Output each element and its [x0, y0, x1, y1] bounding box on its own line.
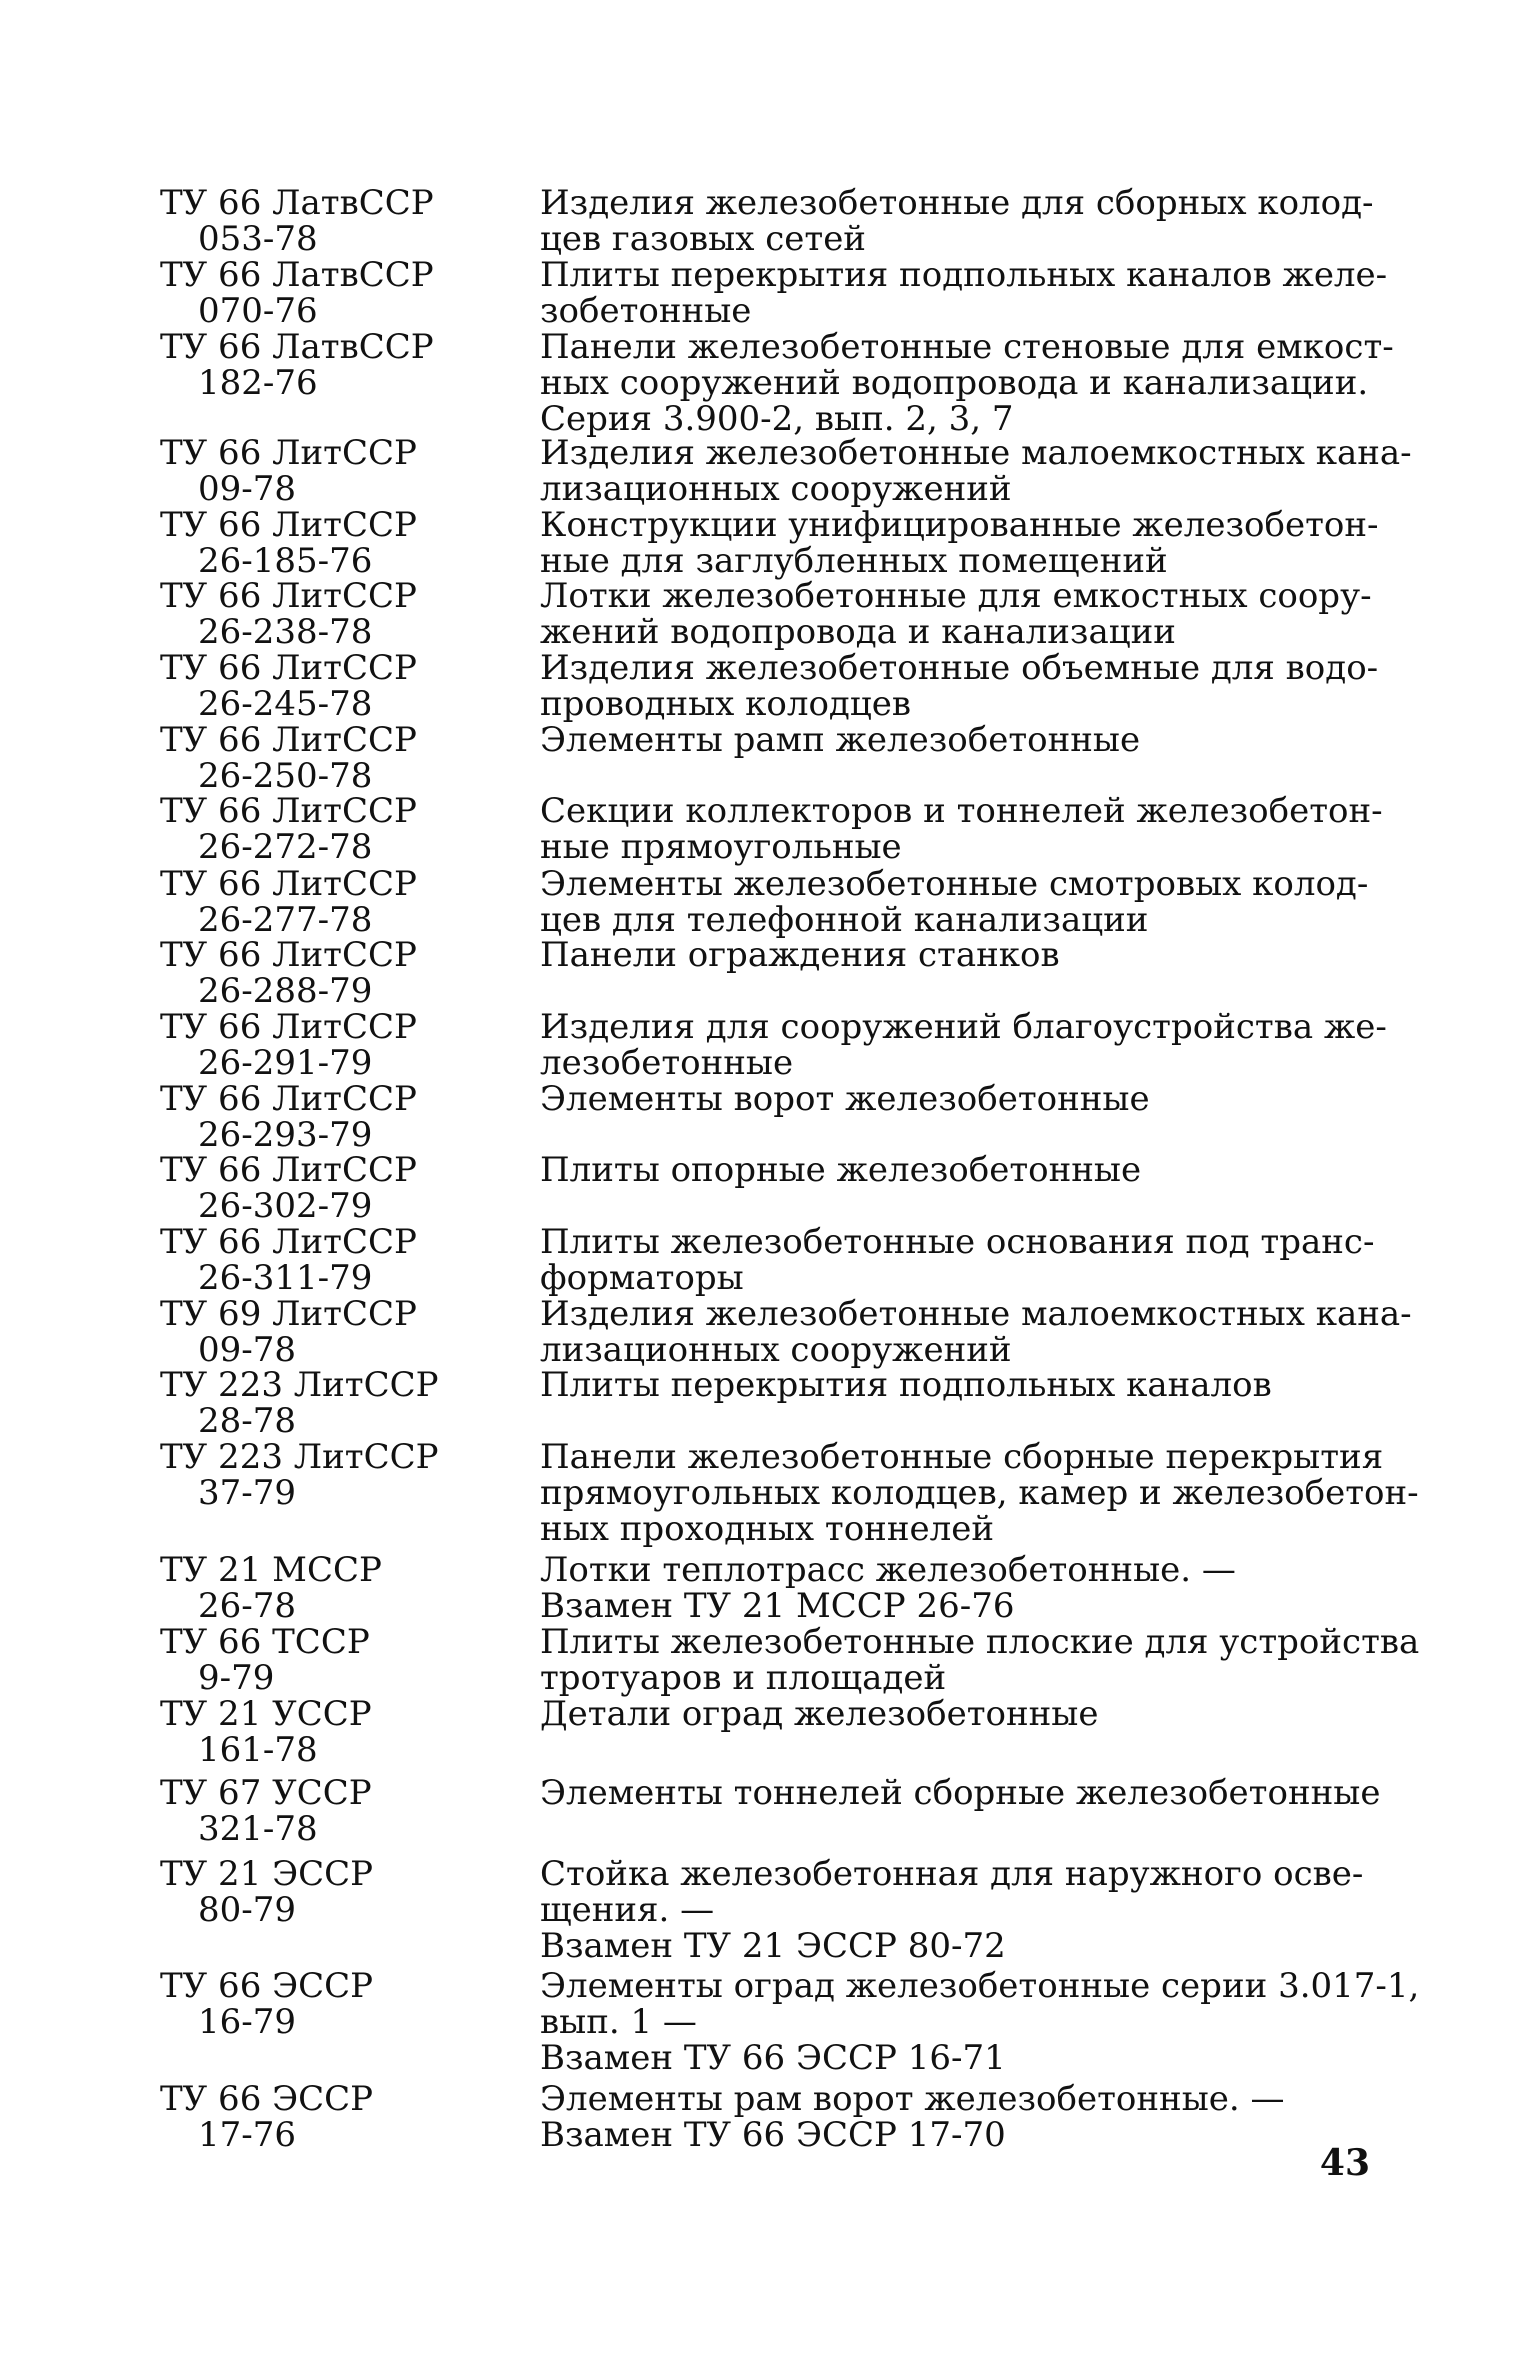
standard-code-number: 80-79 [198, 1890, 297, 1930]
standard-code-number: 053-78 [198, 219, 318, 259]
standard-code-number: 09-78 [198, 1330, 297, 1370]
standard-code-number: 26-78 [198, 1586, 297, 1626]
standard-description [540, 255, 1388, 331]
standard-code-name: ТУ 66 ЛитССР [160, 1079, 417, 1119]
description-line: ные прямоугольные [540, 827, 902, 867]
standard-code-number: 26-291-79 [198, 1043, 373, 1083]
standard-code [160, 2081, 500, 2153]
standard-code-name: ТУ 223 ЛитССР [160, 1365, 439, 1405]
description-line: Плиты железобетонные плоские для устройства [540, 1622, 1420, 1662]
standard-code-name: ТУ 66 ЛитССР [160, 576, 417, 616]
description-line: Взамен ТУ 21 МССР 26-76 [540, 1586, 1015, 1626]
standard-code [160, 1296, 500, 1368]
standard-code-number: 26-293-79 [198, 1115, 373, 1155]
standard-code [160, 722, 500, 794]
description-line: Элементы железобетонные смотровых колод- [540, 864, 1369, 904]
description-line: Элементы оград железобетонные серии 3.017-1, [540, 1966, 1420, 2006]
standard-code-name: ТУ 66 ЛитССР [160, 505, 417, 545]
description-line: Изделия железобетонные объемные для водо- [540, 648, 1379, 688]
description-line: Секции коллекторов и тоннелей железобетон- [540, 791, 1383, 831]
description-line: Взамен ТУ 66 ЭССР 16-71 [540, 2038, 1006, 2078]
description-line: ные для заглубленных помещений [540, 541, 1168, 581]
standard-code-name: ТУ 66 ЛатвССР [160, 255, 434, 295]
standard-code-name: ТУ 66 ЭССР [160, 1966, 374, 2006]
standard-code [160, 1968, 500, 2040]
standard-code-number: 161-78 [198, 1730, 318, 1770]
standard-description [540, 866, 1370, 938]
standard-description [540, 1856, 1370, 1964]
description-line: зобетонные [540, 291, 752, 331]
standard-code-name: ТУ 66 ЛитССР [160, 648, 417, 688]
standard-code-number: 37-79 [198, 1473, 297, 1513]
standard-code [160, 329, 500, 401]
standard-code-number: 26-245-78 [198, 684, 373, 724]
standard-code-number: 9-79 [198, 1658, 275, 1698]
standard-code-name: ТУ 69 ЛитССР [160, 1294, 417, 1334]
description-line: лизационных сооружений [540, 469, 1012, 509]
standard-code-number: 17-76 [198, 2115, 297, 2155]
description-line: тротуаров и площадей [540, 1658, 947, 1698]
standard-description [540, 578, 1370, 650]
standard-description [540, 1081, 1370, 1117]
description-line: Лотки теплотрасс железобетонные. — [540, 1550, 1236, 1590]
standard-code [160, 1696, 500, 1768]
standard-code-name: ТУ 21 МССР [160, 1550, 382, 1590]
standard-code-name: ТУ 66 ЛитССР [160, 791, 417, 831]
description-line: Взамен ТУ 66 ЭССР 17-70 [540, 2115, 1006, 2155]
description-line: ных проходных тоннелей [540, 1509, 994, 1549]
description-line: Элементы тоннелей сборные железобетонные [540, 1773, 1381, 1813]
description-line: жений водопровода и канализации [540, 612, 1176, 652]
standard-code-number: 26-250-78 [198, 756, 373, 796]
description-line: проводных колодцев [540, 684, 911, 724]
description-line: цев для телефонной канализации [540, 900, 1149, 940]
standard-description [540, 1696, 1370, 1732]
standard-code-name: ТУ 66 ЭССР [160, 2079, 374, 2119]
standard-description [540, 1367, 1370, 1403]
description-line: Изделия железобетонные для сборных колод- [540, 183, 1374, 223]
description-line: Элементы рамп железобетонные [540, 720, 1141, 760]
standard-code-name: ТУ 66 ЛитССР [160, 864, 417, 904]
standard-code-number: 16-79 [198, 2002, 297, 2042]
standard-code-number: 26-277-78 [198, 900, 373, 940]
standard-code [160, 578, 500, 650]
standard-description [540, 1007, 1387, 1083]
standard-code [160, 866, 500, 938]
standard-code-name: ТУ 66 ЛитССР [160, 1150, 417, 1190]
standard-code-number: 26-288-79 [198, 971, 373, 1011]
standard-code [160, 1552, 500, 1624]
standard-code-number: 26-272-78 [198, 827, 373, 867]
standard-code-name: ТУ 223 ЛитССР [160, 1437, 439, 1477]
description-line: вып. 1 — [540, 2002, 697, 2042]
standard-description [540, 1152, 1370, 1188]
standard-code [160, 650, 500, 722]
description-line: прямоугольных колодцев, камер и железобетон- [540, 1473, 1419, 1513]
standard-description [540, 1622, 1420, 1698]
standard-code [160, 1224, 500, 1296]
description-line: Плиты опорные железобетонные [540, 1150, 1142, 1190]
standard-code [160, 1152, 500, 1224]
standard-code-name: ТУ 21 УССР [160, 1694, 372, 1734]
standard-description [540, 791, 1383, 867]
standard-code [160, 1856, 500, 1928]
standard-code-number: 28-78 [198, 1401, 297, 1441]
standard-description [540, 183, 1374, 259]
standard-code-name: ТУ 66 ТССР [160, 1622, 370, 1662]
standard-code [160, 1775, 500, 1847]
description-line: цев газовых сетей [540, 219, 866, 259]
description-line: Плиты перекрытия подпольных каналов желе- [540, 255, 1388, 295]
description-line: Панели ограждения станков [540, 935, 1060, 975]
standard-code-name: ТУ 21 ЭССР [160, 1854, 374, 1894]
standard-code-number: 09-78 [198, 469, 297, 509]
standard-code [160, 937, 500, 1009]
standard-description [540, 1773, 1381, 1813]
standard-description [540, 1222, 1375, 1298]
standard-description [540, 505, 1379, 581]
description-line: Конструкции унифицированные железобетон- [540, 505, 1379, 545]
standard-code-number: 26-311-79 [198, 1258, 373, 1298]
standard-code [160, 185, 500, 257]
standard-code-name: ТУ 66 ЛитССР [160, 720, 417, 760]
standard-code-name: ТУ 66 ЛитССР [160, 1007, 417, 1047]
description-line: Стойка железобетонная для наружного осве- [540, 1854, 1364, 1894]
standard-code [160, 1624, 500, 1696]
standard-code [160, 793, 500, 865]
description-line: Плиты перекрытия подпольных каналов [540, 1365, 1272, 1405]
standard-description [540, 2081, 1370, 2153]
standard-code-name: ТУ 66 ЛатвССР [160, 327, 434, 367]
standard-description [540, 433, 1412, 509]
description-line: ных сооружений водопровода и канализации. [540, 363, 1369, 403]
standard-code-name: ТУ 66 ЛатвССР [160, 183, 434, 223]
standard-code-name: ТУ 66 ЛитССР [160, 935, 417, 975]
standard-code-number: 26-238-78 [198, 612, 373, 652]
standard-description [540, 327, 1394, 439]
description-line: Изделия железобетонные малоемкостных кана- [540, 433, 1412, 473]
standard-description [540, 1437, 1419, 1549]
description-line: Детали оград железобетонные [540, 1694, 1099, 1734]
standard-code-number: 321-78 [198, 1809, 318, 1849]
standard-description [540, 937, 1370, 973]
standard-code [160, 1081, 500, 1153]
description-line: Лотки железобетонные для емкостных соору- [540, 576, 1372, 616]
standard-code-number: 182-76 [198, 363, 318, 403]
description-line: Элементы рам ворот железобетонные. — [540, 2079, 1285, 2119]
standard-code [160, 1439, 500, 1511]
standard-description [540, 1552, 1370, 1624]
description-line: Плиты железобетонные основания под транс- [540, 1222, 1375, 1262]
standard-code [160, 435, 500, 507]
description-line: Панели железобетонные стеновые для емкост- [540, 327, 1394, 367]
description-line: форматоры [540, 1258, 744, 1298]
standard-code [160, 257, 500, 329]
description-line: лезобетонные [540, 1043, 794, 1083]
standard-code [160, 1367, 500, 1439]
description-line: лизационных сооружений [540, 1330, 1012, 1370]
standard-code-name: ТУ 66 ЛитССР [160, 1222, 417, 1262]
description-line: Элементы ворот железобетонные [540, 1079, 1150, 1119]
standard-description [540, 1966, 1420, 2078]
standard-code-number: 26-185-76 [198, 541, 373, 581]
standard-description [540, 722, 1370, 758]
page-number: 43 [1319, 2142, 1370, 2184]
description-line: Серия 3.900-2, вып. 2, 3, 7 [540, 399, 1014, 439]
standard-code-name: ТУ 67 УССР [160, 1773, 372, 1813]
description-line: Взамен ТУ 21 ЭССР 80-72 [540, 1926, 1006, 1966]
description-line: Изделия для сооружений благоустройства же- [540, 1007, 1387, 1047]
description-line: Панели железобетонные сборные перекрытия [540, 1437, 1384, 1477]
standard-code-number: 070-76 [198, 291, 318, 331]
description-line: Изделия железобетонные малоемкостных кана- [540, 1294, 1412, 1334]
standard-code [160, 507, 500, 579]
standard-description [540, 648, 1379, 724]
description-line: щения. — [540, 1890, 715, 1930]
standard-code-name: ТУ 66 ЛитССР [160, 433, 417, 473]
standard-description [540, 1294, 1412, 1370]
standard-code-number: 26-302-79 [198, 1186, 373, 1226]
standard-code [160, 1009, 500, 1081]
